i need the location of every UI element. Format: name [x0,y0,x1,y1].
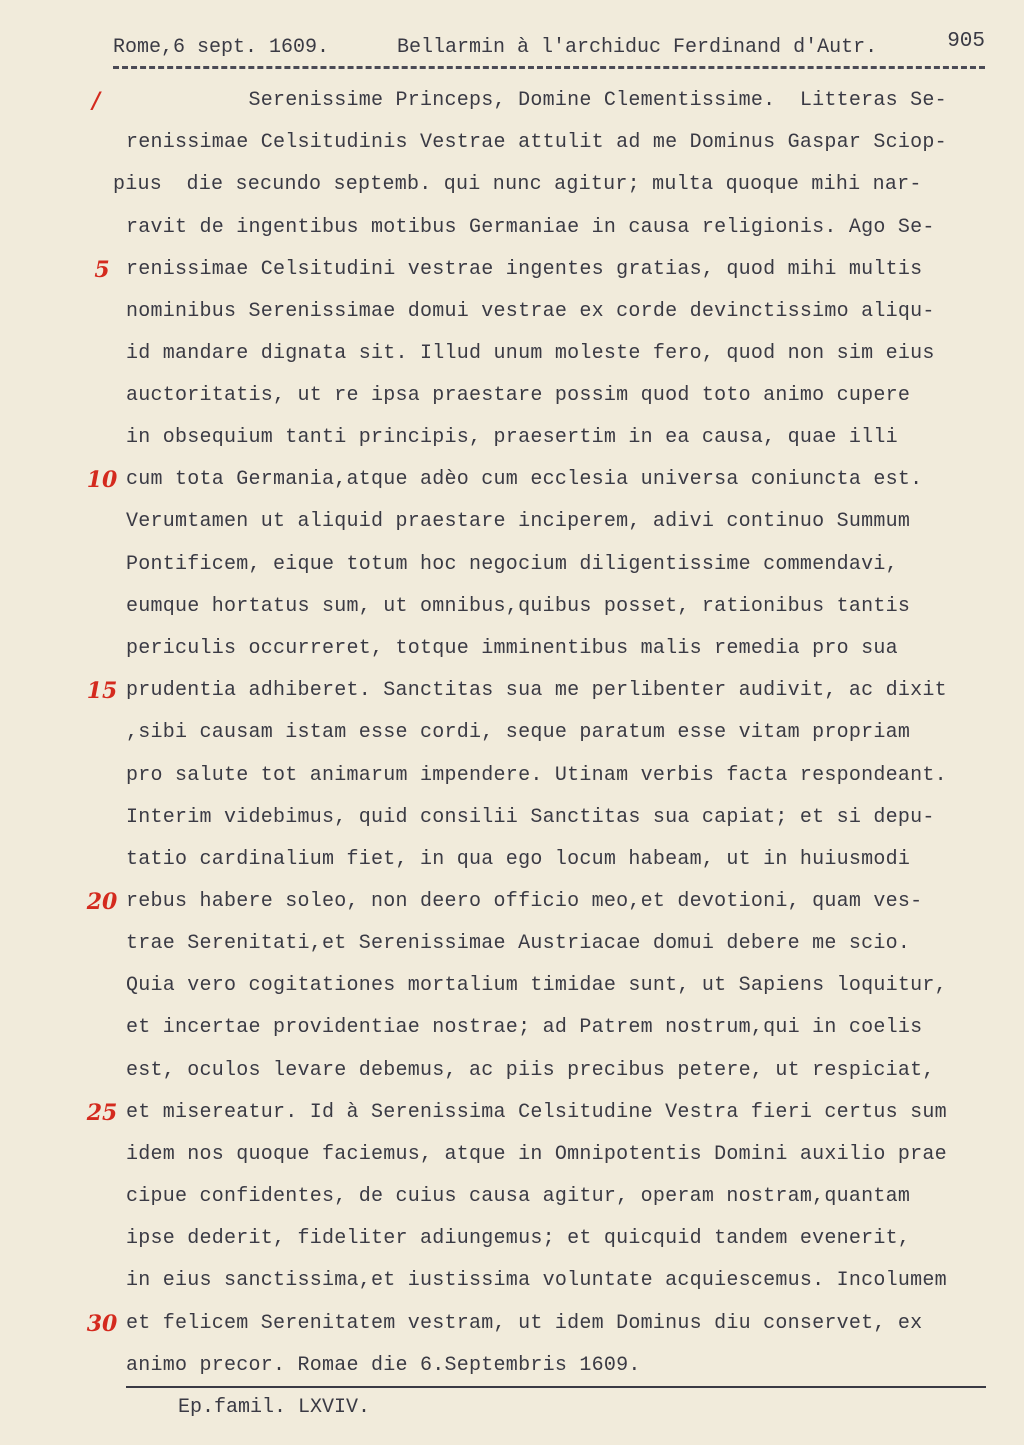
text-line-14: periculis occurreret, totque imminentibus malis remedia pro sua [126,637,898,660]
text-line-3: pius die secundo septemb. qui nunc agitur; multa quoque mihi nar- [113,173,922,196]
text-line-30: et felicem Serenitatem vestram, ut idem Dominus diu conservet, ex [126,1312,923,1335]
text-line-13: eumque hortatus sum, ut omnibus,quibus posset, rationibus tantis [126,595,911,618]
header-dashed-rule [113,66,985,69]
text-line-2: renissimae Celsitudinis Vestrae attulit ad me Dominus Gaspar Sciop- [126,131,947,154]
text-line-8: auctoritatis, ut re ipsa praestare possim quod toto animo cupere [126,384,911,407]
margin-line-number-5: 5 [94,257,110,283]
text-line-25: et misereatur. Id à Serenissima Celsitudine Vestra fieri certus sum [126,1101,947,1124]
text-line-28: ipse dederit, fideliter adiungemus; et quicquid tandem evenerit, [126,1227,911,1250]
text-line-21: trae Serenitati,et Serenissimae Austriacae domui debere me scio. [126,932,911,955]
margin-line-number-10: 10 [86,467,118,493]
text-line-1: Serenissime Princeps, Domine Clementissime. Litteras Se- [126,89,947,112]
text-line-17: pro salute tot animarum impendere. Utinam verbis facta respondeant. [126,764,947,787]
text-line-11: Verumtamen ut aliquid praestare inciperem, adivi continuo Summum [126,510,911,533]
text-line-6: nominibus Serenissimae domui vestrae ex corde devinctissimo aliqu- [126,300,935,323]
text-line-15: prudentia adhiberet. Sanctitas sua me perlibenter audivit, ac dixit [126,679,947,702]
text-line-24: est, oculos levare debemus, ac piis precibus petere, ut respiciat, [126,1059,935,1082]
page-header [113,30,985,64]
margin-line-number-15: 15 [86,678,118,704]
margin-line-number-20: 20 [86,889,118,915]
text-line-9: in obsequium tanti principis, praesertim in ea causa, quae illi [126,426,898,449]
margin-line-number-30: 30 [86,1311,118,1337]
margin-line-number-1: / [91,88,101,114]
text-line-29: in eius sanctissima,et iustissima voluntate acquiescemus. Incolumem [126,1269,947,1292]
text-line-7: id mandare dignata sit. Illud unum moleste fero, quod non sim eius [126,342,935,365]
text-line-19: tatio cardinalium fiet, in qua ego locum habeam, ut in huiusmodi [126,848,911,871]
header-place-date: Rome,6 sept. 1609. [113,36,330,59]
footer-rule [126,1386,986,1388]
page-number: 905 [947,30,985,53]
text-line-20: rebus habere soleo, non deero officio meo,et devotioni, quam ves- [126,890,923,913]
text-line-16: ,sibi causam istam esse cordi, seque paratum esse vitam propriam [126,721,911,744]
header-title: Bellarmin à l'archiduc Ferdinand d'Autr. [397,36,878,59]
text-line-27: cipue confidentes, de cuius causa agitur, operam nostram,quantam [126,1185,911,1208]
text-line-31: animo precor. Romae die 6.Septembris 1609. [126,1354,641,1377]
text-line-10: cum tota Germania,atque adèo cum ecclesia universa coniuncta est. [126,468,923,491]
text-line-5: renissimae Celsitudini vestrae ingentes gratias, quod mihi multis [126,258,923,281]
margin-line-number-25: 25 [86,1100,118,1126]
text-line-18: Interim videbimus, quid consilii Sanctitas sua capiat; et si depu- [126,806,935,829]
source-reference: Ep.famil. LXVIV. [178,1396,371,1419]
text-line-26: idem nos quoque faciemus, atque in Omnipotentis Domini auxilio prae [126,1143,947,1166]
text-line-4: ravit de ingentibus motibus Germaniae in causa religionis. Ago Se- [126,216,935,239]
text-line-23: et incertae providentiae nostrae; ad Patrem nostrum,qui in coelis [126,1016,923,1039]
text-line-12: Pontificem, eique totum hoc negocium diligentissime commendavi, [126,553,898,576]
text-line-22: Quia vero cogitationes mortalium timidae sunt, ut Sapiens loquitur, [126,974,947,997]
